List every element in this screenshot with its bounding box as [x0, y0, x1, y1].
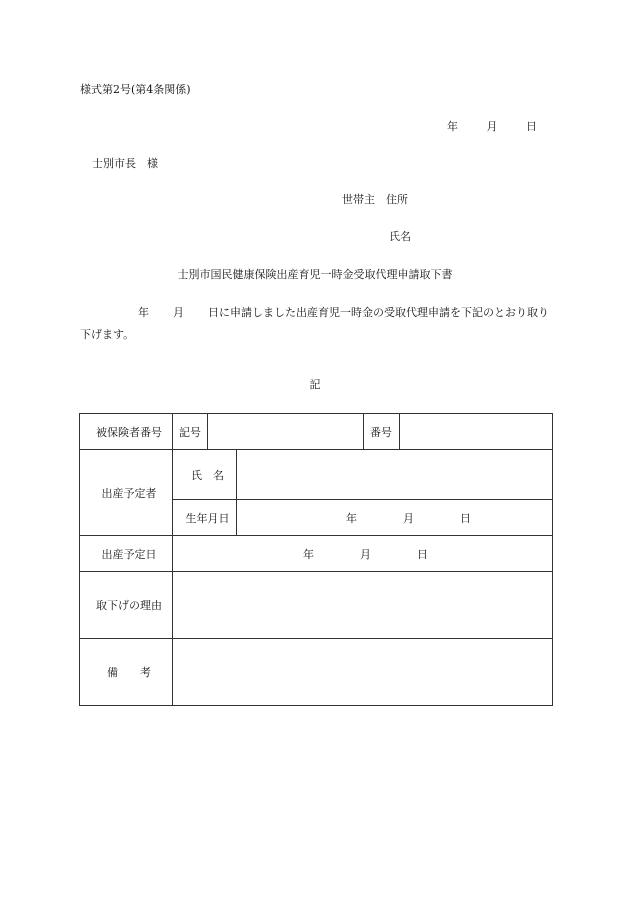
- body-month: 月: [173, 306, 184, 319]
- name-field[interactable]: [237, 450, 553, 500]
- applicant-name-label: 氏名: [389, 230, 411, 243]
- expected-person-label: 出産予定者: [80, 450, 173, 536]
- body-main-text: 日に申請しました出産育児一時金の受取代理申請を下記のとおり取り下げます。: [80, 306, 549, 341]
- remarks-label: 備 考: [80, 639, 173, 706]
- addressee: 士別市長 様: [92, 157, 158, 170]
- number-field[interactable]: [400, 414, 553, 450]
- birth-month: 月: [403, 511, 414, 525]
- due-day: 日: [417, 547, 428, 561]
- symbol-label: 記号: [173, 414, 208, 450]
- number-label: 番号: [364, 414, 400, 450]
- insured-number-label: 被保険者番号: [80, 414, 173, 450]
- birth-day: 日: [460, 511, 471, 525]
- due-date-label: 出産予定日: [80, 536, 173, 572]
- applicant-address-label: 世帯主 住所: [342, 193, 408, 206]
- due-year: 年: [303, 547, 314, 561]
- date-month: 月: [486, 120, 498, 133]
- name-label: 氏 名: [173, 450, 237, 500]
- form-number: 様式第2号(第4条関係): [80, 83, 191, 96]
- birthdate-field[interactable]: [237, 500, 553, 536]
- birthdate-label: 生年月日: [173, 500, 237, 536]
- due-month: 月: [360, 547, 371, 561]
- remarks-field[interactable]: [173, 639, 553, 706]
- body-year: 年: [138, 306, 149, 319]
- reason-field[interactable]: [173, 572, 553, 639]
- date-day: 日: [526, 120, 537, 133]
- symbol-field[interactable]: [208, 414, 364, 450]
- submission-date: [447, 118, 537, 134]
- birth-year: 年: [346, 511, 357, 525]
- due-date-field[interactable]: [173, 536, 553, 572]
- body-text: [80, 302, 552, 346]
- document-title: 士別市国民健康保険出産育児一時金受取代理申請取下書: [177, 268, 453, 281]
- form-table: [79, 413, 553, 706]
- date-year: 年: [447, 120, 458, 133]
- ki-heading: 記: [309, 378, 321, 391]
- reason-label: 取下げの理由: [80, 572, 173, 639]
